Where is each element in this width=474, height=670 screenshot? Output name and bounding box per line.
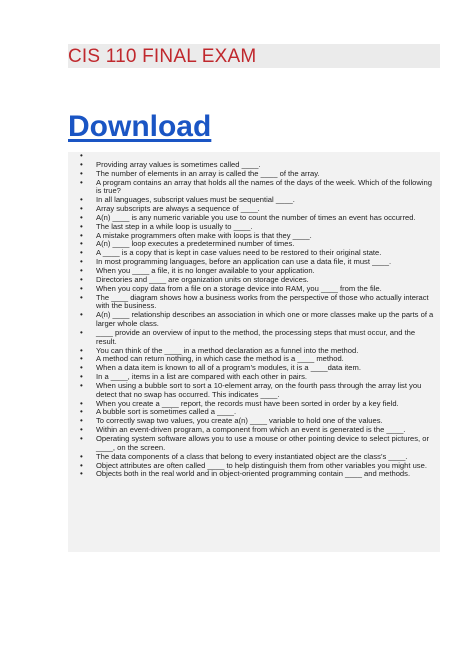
question-text: The ____ diagram shows how a business works from the perspective of those who actually interact with the business. [96,292,429,311]
bullet-icon: • [80,425,83,435]
question-text: Directories and ____ are organization units on storage devices. [96,274,309,284]
bullet-icon: • [80,221,83,231]
bullet-icon: • [80,257,83,267]
list-item [68,329,436,347]
bullet-icon: • [80,159,83,169]
question-text: In most programming languages, before an application can use a data file, it must ____. [96,257,392,267]
bullet-icon: • [80,380,83,390]
question-text: When you create a ____ report, the records must have been sorted in order by a key field. [96,398,399,408]
bullet-icon: • [80,265,83,275]
question-text: The data components of a class that belong to every instantiated object are the class’s ____. [96,451,408,461]
question-text: A(n) ____ loop executes a predetermined number of times. [96,239,295,249]
question-text: When you copy data from a file on a storage device into RAM, you ____ from the file. [96,283,382,293]
question-text: A program contains an array that holds all the names of the days of the week. Which of the following is true? [96,177,432,196]
bullet-icon: • [80,354,83,364]
download-link[interactable]: Download [68,110,212,143]
list-item [68,382,436,400]
question-text: A bubble sort is sometimes called a ____. [96,407,237,417]
question-text: Providing array values is sometimes called ____. [96,159,261,169]
question-text: A(n) ____ is any numeric variable you use to count the number of times an event has occurred. [96,212,416,222]
bullet-icon: • [80,398,83,408]
bullet-icon: • [80,239,83,249]
question-text: ____ provide an overview of input to the method, the processing steps that must occur, and the result. [96,327,416,346]
bullet-icon: • [80,177,83,187]
bullet-icon: • [80,151,83,160]
question-text: A method can return nothing, in which case the method is a ____ method. [96,354,344,364]
list-item [68,311,436,329]
bullet-icon: • [80,327,83,337]
bullet-icon: • [80,283,83,293]
bullet-icon: • [80,407,83,417]
bullet-icon: • [80,363,83,373]
question-text: The last step in a while loop is usually to ____. [96,221,253,231]
question-text: Within an event-driven program, a component from which an event is generated is the ____. [96,425,406,435]
question-text: Object attributes are often called ____ to help distinguish them from other variables you might use. [96,460,427,470]
bullet-icon: • [80,469,83,479]
bullet-icon: • [80,274,83,284]
question-text: A mistake programmers often make with loops is that they ____. [96,230,312,240]
question-text: When a data item is known to all of a program’s modules, it is a ____data item. [96,363,361,373]
bullet-icon: • [80,372,83,382]
list-item [68,294,436,312]
question-text: You can think of the ____ in a method declaration as a funnel into the method. [96,345,359,355]
bullet-icon: • [80,434,83,443]
question-text: Array subscripts are always a sequence of ____. [96,204,260,214]
bullet-icon: • [80,345,83,355]
list-item [68,435,436,453]
bullet-icon: • [80,195,83,205]
question-text: When using a bubble sort to sort a 10-element array, on the fourth pass through the array list you detect that no swap has occurred. This indicates ____. [96,380,422,399]
question-text: Operating system software allows you to use a mouse or other pointing device to select pictures, or ____, on the screen. [96,434,430,452]
bullet-icon: • [80,168,83,178]
bullet-icon: • [80,204,83,214]
question-text: A ____ is a copy that is kept in case values need to be restored to their original state. [96,248,382,258]
question-text: A(n) ____ relationship describes an association in which one or more classes make up the parts of a larger whole class. [96,310,434,329]
question-text: In all languages, subscript values must be sequential ____. [96,195,295,205]
question-text: When you ____ a file, it is no longer available to your application. [96,265,315,275]
question-text: In a ____, items in a list are compared with each other in pairs. [96,372,308,382]
page-title: CIS 110 FINAL EXAM [68,46,257,67]
bullet-icon: • [80,416,83,426]
bullet-icon: • [80,451,83,461]
bullet-icon: • [80,248,83,258]
question-text: To correctly swap two values, you create a(n) ____ variable to hold one of the values. [96,416,383,426]
question-list [68,152,436,479]
question-text: Objects both in the real world and in object-oriented programming contain ____ and methods. [96,469,411,479]
bullet-icon: • [80,460,83,470]
bullet-icon: • [80,310,83,320]
list-item [68,179,436,197]
bullet-icon: • [80,230,83,240]
bullet-icon: • [80,212,83,222]
list-item [68,470,436,479]
bullet-icon: • [80,292,83,302]
question-text: The number of elements in an array is called the ____ of the array. [96,168,320,178]
